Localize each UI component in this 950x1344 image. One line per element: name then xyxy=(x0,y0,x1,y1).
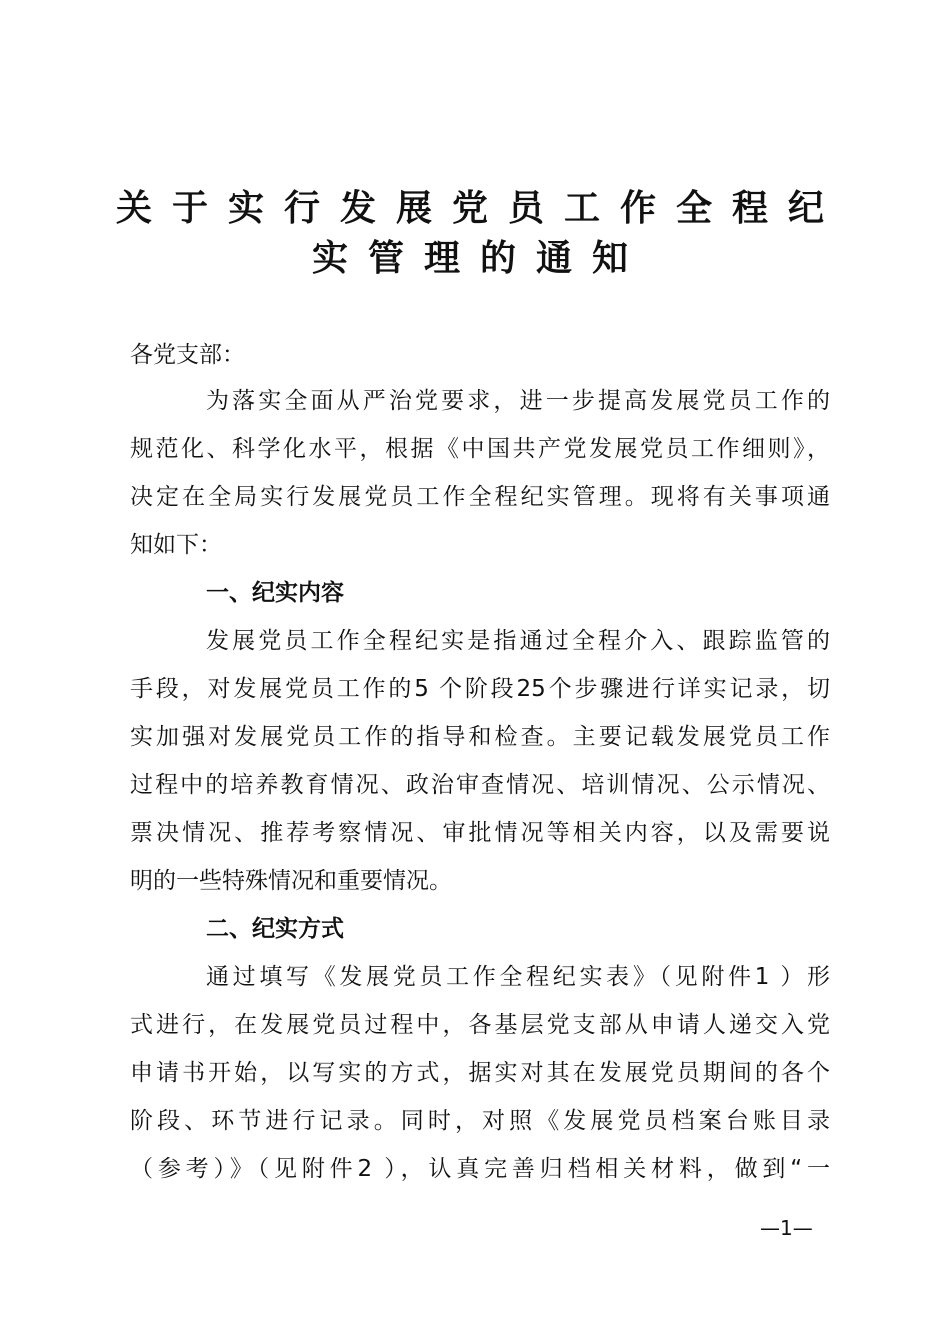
paragraph-line: 发展党员工作全程纪实是指通过全程介入、跟踪监管的 xyxy=(206,628,830,654)
paragraph-line: 知如下： xyxy=(130,532,222,558)
document-title-line-1: 关于实行发展党员工作全程纪 xyxy=(115,187,844,229)
section-heading-2: 二、纪实方式 xyxy=(206,916,344,942)
paragraph-line: 手段，对发展党员工作的5 个阶段25个步骤进行详实记录，切 xyxy=(130,676,830,702)
paragraph-line: 决定在全局实行发展党员工作全程纪实管理。现将有关事项通 xyxy=(130,484,830,510)
paragraph-line: 过程中的培养教育情况、政治审查情况、培训情况、公示情况、 xyxy=(130,772,830,798)
paragraph-line: （参考）》（见附件2 ），认真完善归档相关材料，做到“一 xyxy=(130,1156,830,1182)
paragraph-line: 申请书开始，以写实的方式，据实对其在发展党员期间的各个 xyxy=(130,1060,830,1086)
paragraph-line: 明的一些特殊情况和重要情况。 xyxy=(130,868,452,894)
paragraph-line: 式进行，在发展党员过程中，各基层党支部从申请人递交入党 xyxy=(130,1012,830,1038)
paragraph-line: 实加强对发展党员工作的指导和检查。主要记载发展党员工作 xyxy=(130,724,830,750)
paragraph-line: 通过填写《发展党员工作全程纪实表》（见附件1 ）形 xyxy=(206,964,830,990)
document-title-line-2: 实管理的通知 xyxy=(311,237,648,279)
section-heading-1: 一、纪实内容 xyxy=(206,580,344,606)
salutation: 各党支部： xyxy=(130,342,245,368)
paragraph-line: 规范化、科学化水平，根据《中国共产党发展党员工作细则》， xyxy=(130,436,830,462)
paragraph-line: 票决情况、推荐考察情况、审批情况等相关内容，以及需要说 xyxy=(130,820,830,846)
page-number: —1— xyxy=(760,1216,813,1240)
paragraph-line: 为落实全面从严治党要求，进一步提高发展党员工作的 xyxy=(206,388,830,414)
paragraph-line: 阶段、环节进行记录。同时，对照《发展党员档案台账目录 xyxy=(130,1108,830,1134)
